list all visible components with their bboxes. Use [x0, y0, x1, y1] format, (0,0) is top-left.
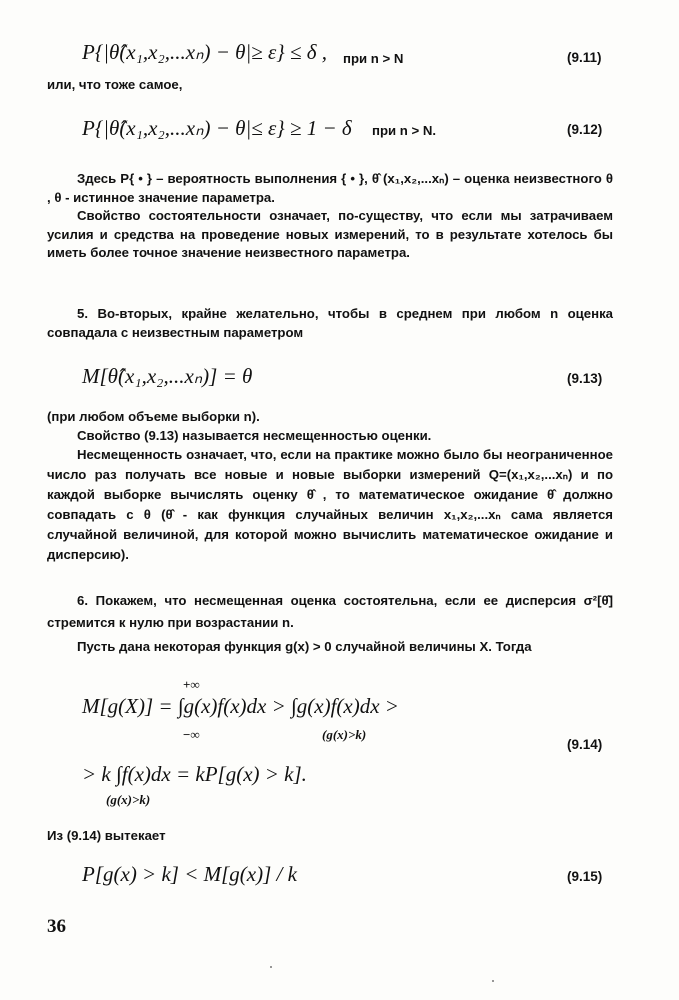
equation-9-14-line-2: [82, 762, 307, 787]
paragraph-item-6: 6. Покажем, что несмещенная оценка состоятельна, если ее дисперсия σ²[θ̂] стремится к нулю при возрастании n.: [47, 593, 613, 630]
equation-9-12-formula: P{|θ̂(x₁,x₂,...xₙ) − θ|≤ ε} ≥ 1 − δ: [82, 116, 352, 140]
equation-9-12-condition: при n > N.: [372, 123, 437, 138]
text-block-unbiased: [47, 408, 613, 565]
integral-region-2: (g(x)>k): [106, 792, 151, 807]
page-number: 36: [47, 916, 66, 937]
equation-9-11-formula: P{|θ̂(x₁,x₂,...xₙ) − θ|≥ ε} ≤ δ ,: [82, 40, 327, 64]
paragraph-consistency: Свойство состоятельности означает, по-существу, что если мы затрачиваем усилия и средства на проведение новых измерений, то в результате хотелось бы иметь более точное значение неизвестного параметра.: [47, 208, 613, 260]
equation-9-14-number: (9.14): [567, 737, 603, 752]
connector-text: или, что тоже самое,: [47, 77, 183, 92]
text-block-item-6: [47, 590, 613, 658]
equation-9-15: [82, 862, 297, 887]
paragraph-item-5: 5. Во-вторых, крайне желательно, чтобы в среднем при любом n оценка совпадала с неизвестным параметром: [47, 306, 613, 340]
scan-speck: [270, 966, 272, 968]
equation-9-11: [82, 40, 327, 65]
paragraph-let: Пусть дана некоторая функция g(x) > 0 случайной величины X. Тогда: [77, 639, 532, 654]
paragraph-unbiased-meaning: Несмещенность означает, что, если на практике можно было бы неограниченное число раз получать все новые и новые выборки измерений Q=(x₁,x₂,...xₙ) и по каждой выборке вычислять оценку θ̂ , то математическое ожидание θ̂ должно совпадать с θ (θ̂ - как функция случайных величин x₁,x₂,...xₙ сама является случайной величиной, для которой можно вычислить математическое ожидание и дисперсию).: [47, 447, 613, 562]
equation-9-12-number: (9.12): [567, 122, 603, 137]
text-block-definitions: [47, 170, 613, 263]
integral-lower-limit: −∞: [183, 727, 200, 742]
equation-9-14-line-2-formula: > k ∫f(x)dx = kP[g(x) > k].: [82, 762, 307, 786]
equation-9-13-formula: M[θ̂(x₁,x₂,...xₙ)] = θ: [82, 364, 253, 388]
integral-region-1: (g(x)>k): [322, 727, 367, 742]
equation-9-13-number: (9.13): [567, 371, 603, 386]
equation-9-15-formula: P[g(x) > k] < M[g(x)] / k: [82, 862, 297, 886]
equation-9-11-number: (9.11): [567, 50, 602, 65]
equation-9-14-line-1-formula: M[g(X)] = ∫g(x)f(x)dx > ∫g(x)f(x)dx >: [82, 694, 399, 718]
paragraph-here: Здесь P{ • } – вероятность выполнения { • }, θ̂ (x₁,x₂,...xₙ) – оценка неизвестного θ , θ - истинное значение параметра.: [47, 171, 613, 205]
scan-speck: [492, 980, 494, 982]
paragraph-any-size: (при любом объеме выборки n).: [47, 409, 260, 424]
text-block-item-5: [47, 305, 613, 342]
paragraph-unbiased-name: Свойство (9.13) называется несмещенностью оценки.: [77, 427, 432, 443]
equation-9-12: [82, 116, 352, 141]
equation-9-11-condition: при n > N: [343, 51, 404, 66]
equation-9-13: [82, 364, 252, 389]
integral-upper-limit: +∞: [183, 677, 200, 692]
equation-9-14-line-1: [82, 694, 399, 719]
paragraph-follows: Из (9.14) вытекает: [47, 828, 166, 843]
equation-9-15-number: (9.15): [567, 869, 603, 884]
